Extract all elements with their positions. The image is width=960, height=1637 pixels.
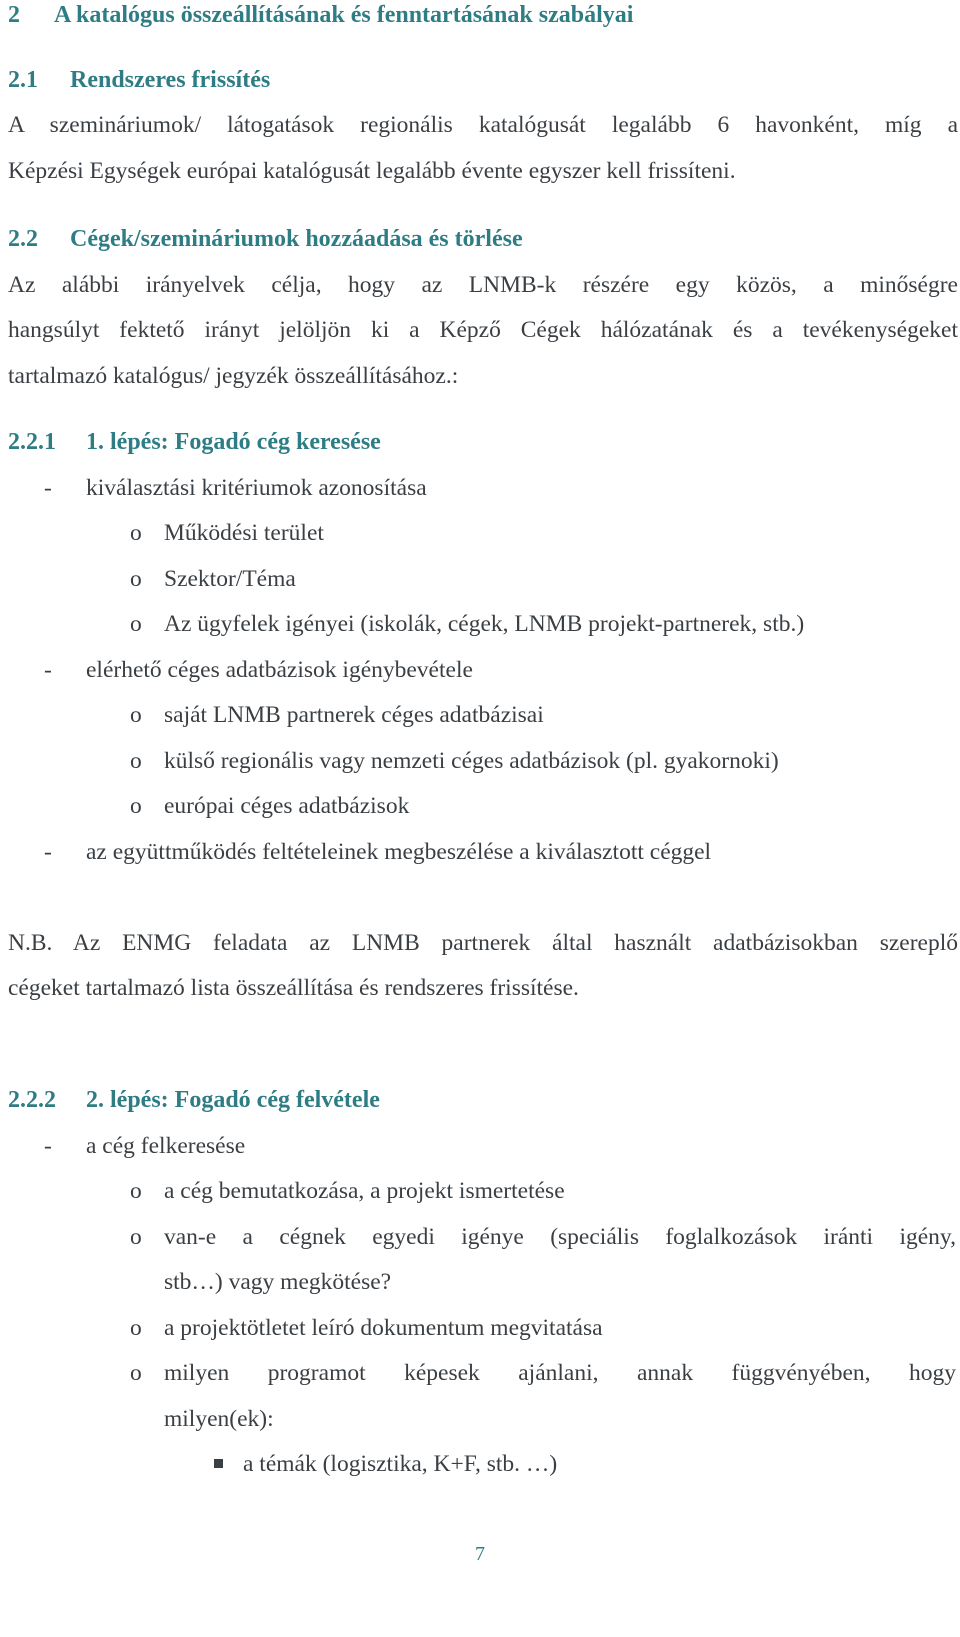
list-item-text: milyen(ek): bbox=[164, 1406, 274, 1432]
subsection-title: Cégek/szemináriumok hozzáadása és törlése bbox=[70, 226, 523, 252]
circle-marker: o bbox=[130, 1315, 142, 1341]
subsection-number: 2.1 bbox=[8, 67, 38, 93]
list-item-text: a projektötletet leíró dokumentum megvitatása bbox=[164, 1315, 603, 1341]
list-item-text: Működési terület bbox=[164, 520, 324, 546]
circle-marker: o bbox=[130, 566, 142, 592]
subsubsection-heading-2-2-1 bbox=[8, 427, 958, 457]
list-item-text: Az ügyfelek igényei (iskolák, cégek, LNMB projekt-partnerek, stb.) bbox=[164, 611, 805, 637]
paragraph-line: hangsúlyt fektető irányt jelöljön ki a Képző Cégek hálózatának és a tevékenységeket bbox=[8, 317, 958, 343]
list-item-text: stb…) vagy megkötése? bbox=[164, 1269, 392, 1295]
list-item-text: milyen programot képesek ajánlani, annak függvényében, hogy bbox=[164, 1360, 956, 1386]
paragraph-line: Képzési Egységek európai katalógusát legalább évente egyszer kell frissíteni. bbox=[8, 158, 736, 184]
section-title: A katalógus összeállításának és fenntartásának szabályai bbox=[54, 2, 634, 28]
list-item-text: a témák (logisztika, K+F, stb. …) bbox=[243, 1451, 558, 1477]
subsubsection-number: 2.2.2 bbox=[8, 1087, 56, 1113]
circle-marker: o bbox=[130, 793, 142, 819]
paragraph-line: Az alábbi irányelvek célja, hogy az LNMB-k részére egy közös, a minőségre bbox=[8, 272, 958, 298]
page-number: 7 bbox=[475, 1543, 485, 1565]
subsection-number: 2.2 bbox=[8, 226, 38, 252]
circle-marker: o bbox=[130, 1178, 142, 1204]
section-heading bbox=[8, 0, 958, 30]
subsection-heading-2-1 bbox=[8, 65, 958, 95]
list-item-text: saját LNMB partnerek céges adatbázisai bbox=[164, 702, 544, 728]
circle-marker: o bbox=[130, 748, 142, 774]
dash-marker: - bbox=[44, 657, 52, 683]
square-bullet-icon bbox=[214, 1459, 223, 1468]
dash-marker: - bbox=[44, 839, 52, 865]
circle-marker: o bbox=[130, 1360, 142, 1386]
note-line: N.B. Az ENMG feladata az LNMB partnerek által használt adatbázisokban szereplő bbox=[8, 930, 958, 956]
list-item-text: kiválasztási kritériumok azonosítása bbox=[86, 475, 427, 501]
note-line: cégeket tartalmazó lista összeállítása és rendszeres frissítése. bbox=[8, 975, 579, 1001]
list-item-text: a cég felkeresése bbox=[86, 1133, 246, 1159]
subsection-heading-2-2 bbox=[8, 224, 958, 254]
paragraph-line: A szemináriumok/ látogatások regionális katalógusát legalább 6 havonként, míg a bbox=[8, 112, 958, 138]
subsubsection-title: 1. lépés: Fogadó cég keresése bbox=[86, 429, 381, 455]
list-item-text: elérhető céges adatbázisok igénybevétele bbox=[86, 657, 473, 683]
circle-marker: o bbox=[130, 702, 142, 728]
subsubsection-heading-2-2-2 bbox=[8, 1085, 958, 1115]
circle-marker: o bbox=[130, 611, 142, 637]
section-number: 2 bbox=[8, 2, 20, 28]
dash-marker: - bbox=[44, 1133, 52, 1159]
list-item-text: Szektor/Téma bbox=[164, 566, 296, 592]
list-item-text: az együttműködés feltételeinek megbeszélése a kiválasztott céggel bbox=[86, 839, 712, 865]
circle-marker: o bbox=[130, 520, 142, 546]
subsubsection-title: 2. lépés: Fogadó cég felvétele bbox=[86, 1087, 380, 1113]
circle-marker: o bbox=[130, 1224, 142, 1250]
dash-marker: - bbox=[44, 475, 52, 501]
list-item-text: külső regionális vagy nemzeti céges adatbázisok (pl. gyakornoki) bbox=[164, 748, 779, 774]
list-item-text: európai céges adatbázisok bbox=[164, 793, 410, 819]
paragraph-line: tartalmazó katalógus/ jegyzék összeállításához.: bbox=[8, 363, 459, 389]
list-item-text: a cég bemutatkozása, a projekt ismertetése bbox=[164, 1178, 565, 1204]
subsection-title: Rendszeres frissítés bbox=[70, 67, 271, 93]
subsubsection-number: 2.2.1 bbox=[8, 429, 56, 455]
list-item-text: van-e a cégnek egyedi igénye (speciális foglalkozások iránti igény, bbox=[164, 1224, 956, 1250]
